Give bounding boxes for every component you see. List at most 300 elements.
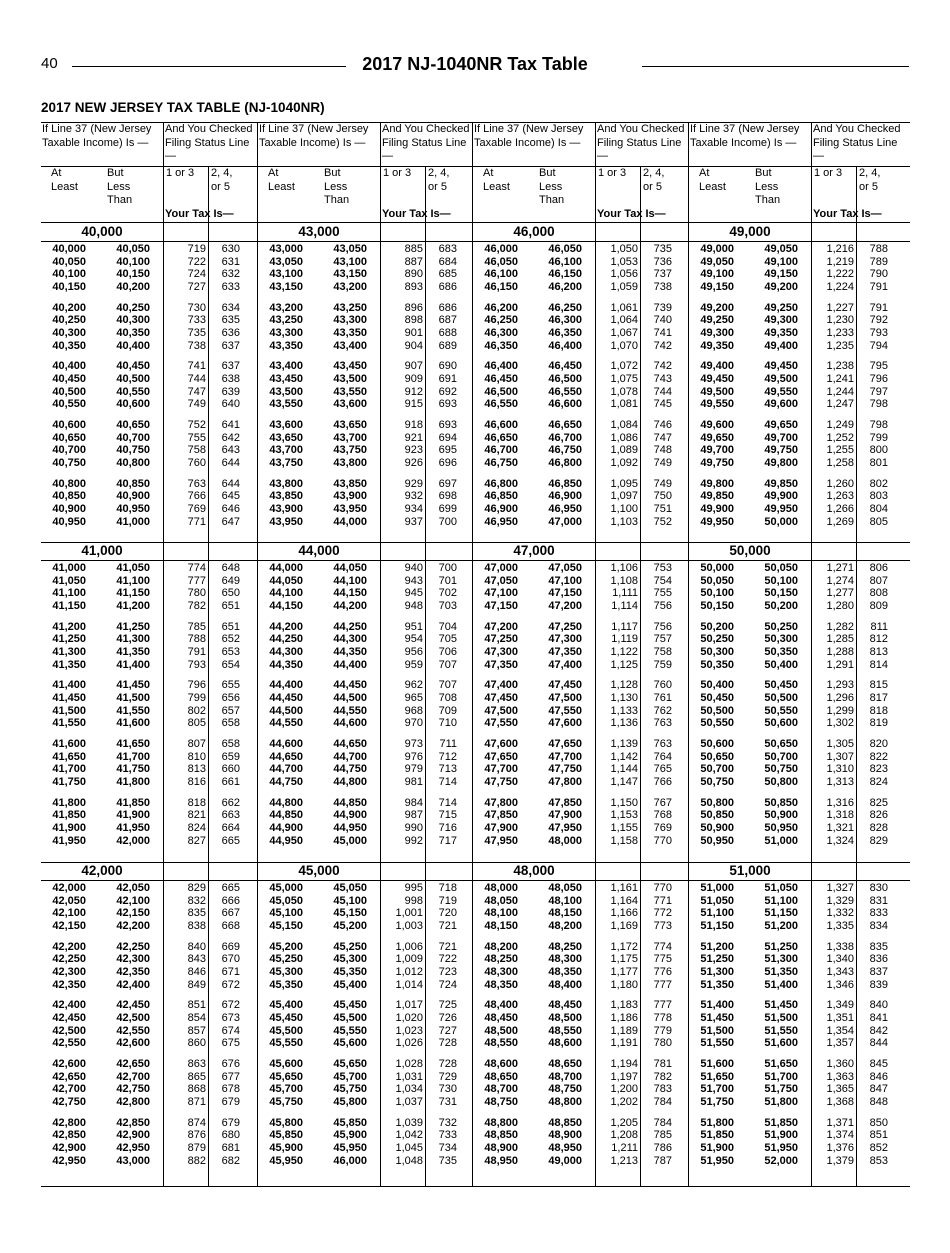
tax-status-1-3: 827: [187, 834, 206, 847]
at-least-value: 48,950: [484, 1154, 518, 1167]
but-less-than-value: 41,750: [116, 763, 150, 776]
but-less-than-value: 48,400: [548, 978, 582, 991]
tax-status-1-3: 1,343: [826, 966, 854, 978]
at-least-value: 47,450: [484, 691, 518, 704]
header-rule: [473, 222, 689, 223]
at-least-value: 42,350: [52, 978, 86, 991]
table-row: [473, 398, 689, 410]
tax-status-1-3: 1,042: [395, 1129, 423, 1142]
table-row: [41, 340, 257, 352]
group-label: 50,000: [729, 543, 771, 558]
at-least-value: 45,000: [269, 882, 303, 894]
at-least-value: 47,250: [484, 633, 518, 646]
but-less-than-value: 47,750: [548, 763, 582, 776]
but-less-than-heading: But Less Than: [107, 167, 133, 206]
at-least-value: 40,900: [52, 502, 86, 515]
but-less-than-value: 43,650: [333, 418, 367, 431]
tax-status-2-4-5: 740: [653, 314, 672, 327]
tax-status-2-4-5: 727: [438, 1024, 457, 1037]
tax-status-1-3: 1,059: [610, 281, 638, 293]
but-less-than-value: 49,600: [764, 398, 798, 411]
but-less-than-value: 49,700: [764, 431, 798, 444]
but-less-than-value: 46,350: [548, 327, 582, 339]
but-less-than-value: 50,750: [764, 763, 798, 776]
but-less-than-value: 51,050: [764, 882, 798, 894]
but-less-than-value: 51,250: [764, 940, 798, 953]
tax-status-1-3: 780: [187, 587, 206, 600]
table-row: [41, 621, 257, 633]
tax-status-2-4-5: 756: [653, 600, 672, 612]
tax-status-2-4-5: 646: [221, 502, 240, 515]
tax-status-2-4-5: 668: [221, 920, 240, 932]
tax-status-2-4-5: 769: [653, 821, 672, 834]
at-least-value: 45,800: [269, 1116, 303, 1129]
group-label: 48,000: [513, 863, 555, 878]
tax-status-2-4-5: 699: [438, 502, 457, 515]
tax-status-2-4-5: 687: [438, 314, 457, 327]
tax-status-1-3: 1,172: [610, 940, 638, 953]
tax-status-2-4-5: 802: [869, 477, 888, 490]
but-less-than-value: 44,100: [333, 574, 367, 587]
but-less-than-value: 41,250: [116, 620, 150, 633]
tax-status-2-4-5: 718: [438, 882, 457, 894]
at-least-value: 46,400: [484, 360, 518, 373]
group-label: 43,000: [298, 224, 340, 239]
tax-status-1-3: 1,271: [826, 562, 854, 574]
tax-status-1-3: 1,103: [610, 515, 638, 528]
table-row: [473, 679, 689, 691]
tax-status-2-4-5: 743: [653, 372, 672, 385]
at-least-value: 42,750: [52, 1095, 86, 1108]
table-row: [41, 243, 257, 255]
tax-status-1-3: 1,012: [395, 966, 423, 978]
but-less-than-value: 46,700: [548, 431, 582, 444]
status-1-3-heading: 1 or 3: [814, 167, 843, 179]
but-less-than-value: 47,000: [548, 515, 582, 528]
at-least-value: 48,100: [484, 907, 518, 920]
tax-status-1-3: 965: [404, 691, 423, 704]
table-row: [41, 327, 257, 339]
at-least-value: 49,300: [700, 327, 734, 339]
table-row: [473, 1037, 689, 1049]
but-less-than-value: 41,000: [116, 515, 150, 528]
at-least-value: 43,200: [269, 301, 303, 314]
tax-status-2-4-5: 679: [221, 1116, 240, 1129]
tax-status-2-4-5: 677: [221, 1070, 240, 1083]
at-least-value: 41,050: [52, 574, 86, 587]
at-least-value: 47,750: [484, 775, 518, 788]
table-row: [41, 398, 257, 410]
table-bottom-rule: [689, 1186, 910, 1187]
tax-status-2-4-5: 696: [438, 456, 457, 469]
but-less-than-value: 43,800: [333, 456, 367, 469]
table-row: [689, 809, 910, 821]
table-row: [41, 776, 257, 788]
table-row: [473, 907, 689, 919]
at-least-value: 45,300: [269, 966, 303, 978]
table-row: [689, 1037, 910, 1049]
but-less-than-value: 46,250: [548, 301, 582, 314]
but-less-than-value: 45,550: [333, 1024, 367, 1037]
tax-status-1-3: 1,180: [610, 978, 638, 991]
tax-status-1-3: 1,106: [610, 562, 638, 574]
tax-status-2-4-5: 791: [869, 281, 888, 293]
tax-status-1-3: 1,158: [610, 834, 638, 847]
table-row: [473, 1058, 689, 1070]
at-least-heading: At Least: [483, 167, 510, 193]
table-row: [473, 373, 689, 385]
tax-status-1-3: 741: [187, 360, 206, 373]
table-row: [473, 256, 689, 268]
at-least-value: 46,700: [484, 444, 518, 457]
table-column: [688, 122, 910, 1187]
table-row: [473, 587, 689, 599]
but-less-than-value: 49,150: [764, 268, 798, 281]
table-row: [473, 1142, 689, 1154]
group-rule: [258, 560, 473, 561]
group-rule: [689, 880, 910, 881]
table-row: [41, 256, 257, 268]
tax-status-2-4-5: 725: [438, 999, 457, 1012]
but-less-than-value: 49,000: [548, 1154, 582, 1167]
tax-status-2-4-5: 742: [653, 360, 672, 373]
group-rule: [41, 560, 257, 561]
but-less-than-value: 48,700: [548, 1070, 582, 1083]
but-less-than-value: 43,100: [333, 255, 367, 268]
table-row: [473, 432, 689, 444]
table-column: [472, 122, 689, 1187]
tax-status-2-4-5: 730: [438, 1083, 457, 1096]
but-less-than-value: 46,850: [548, 477, 582, 490]
at-least-value: 50,900: [700, 821, 734, 834]
but-less-than-value: 48,350: [548, 966, 582, 978]
tax-status-1-3: 1,056: [610, 268, 638, 281]
at-least-value: 46,750: [484, 456, 518, 469]
at-least-value: 47,050: [484, 574, 518, 587]
at-least-value: 51,950: [700, 1154, 734, 1167]
but-less-than-value: 50,300: [764, 633, 798, 646]
at-least-value: 51,850: [700, 1129, 734, 1142]
tax-status-2-4-5: 633: [221, 281, 240, 293]
tax-status-2-4-5: 723: [438, 966, 457, 978]
but-less-than-value: 44,750: [333, 763, 367, 776]
tax-status-1-3: 1,371: [826, 1116, 854, 1129]
tax-status-2-4-5: 793: [869, 327, 888, 339]
tax-status-1-3: 1,001: [395, 907, 423, 920]
tax-status-2-4-5: 774: [653, 940, 672, 953]
but-less-than-value: 41,700: [116, 750, 150, 763]
tax-status-1-3: 722: [187, 255, 206, 268]
table-row: [258, 692, 473, 704]
table-row: [473, 516, 689, 528]
tax-status-1-3: 1,100: [610, 502, 638, 515]
tax-status-2-4-5: 647: [221, 515, 240, 528]
tax-status-1-3: 1,360: [826, 1057, 854, 1070]
tax-status-1-3: 758: [187, 444, 206, 457]
at-least-value: 51,200: [700, 940, 734, 953]
table-row: [41, 1012, 257, 1024]
table-row: [41, 432, 257, 444]
table-row: [689, 1129, 910, 1141]
at-least-value: 40,800: [52, 477, 86, 490]
but-less-than-value: 43,350: [333, 327, 367, 339]
but-less-than-value: 45,150: [333, 907, 367, 920]
but-less-than-value: 48,450: [548, 999, 582, 1012]
at-least-value: 40,350: [52, 339, 86, 352]
table-row: [258, 1142, 473, 1154]
table-row: [473, 882, 689, 894]
at-least-value: 41,000: [52, 562, 86, 574]
at-least-value: 43,950: [269, 515, 303, 528]
tax-status-2-4-5: 721: [438, 920, 457, 932]
table-row: [689, 398, 910, 410]
at-least-value: 45,750: [269, 1095, 303, 1108]
table-row: [41, 444, 257, 456]
but-less-than-value: 42,000: [116, 834, 150, 847]
tax-status-1-3: 1,288: [826, 646, 854, 658]
tax-status-2-4-5: 719: [438, 894, 457, 907]
at-least-value: 45,600: [269, 1057, 303, 1070]
at-least-value: 46,950: [484, 515, 518, 528]
table-row: [41, 360, 257, 372]
at-least-value: 46,250: [484, 314, 518, 327]
but-less-than-value: 51,400: [764, 978, 798, 991]
tax-status-1-3: 727: [187, 281, 206, 293]
but-less-than-value: 49,850: [764, 477, 798, 490]
at-least-value: 50,200: [700, 620, 734, 633]
tax-status-1-3: 929: [404, 477, 423, 490]
but-less-than-value: 46,050: [548, 243, 582, 255]
tax-status-2-4-5: 761: [653, 691, 672, 704]
at-least-value: 46,500: [484, 385, 518, 398]
at-least-value: 49,200: [700, 301, 734, 314]
tax-status-1-3: 948: [404, 600, 423, 612]
status-1-3-heading: 1 or 3: [383, 167, 412, 179]
but-less-than-value: 42,600: [116, 1037, 150, 1050]
but-less-than-value: 43,850: [333, 477, 367, 490]
tax-status-1-3: 1,017: [395, 999, 423, 1012]
at-least-value: 51,700: [700, 1083, 734, 1096]
but-less-than-value: 43,750: [333, 444, 367, 457]
tax-status-1-3: 719: [187, 243, 206, 255]
table-row: [473, 692, 689, 704]
but-less-than-value: 43,500: [333, 372, 367, 385]
at-least-value: 50,650: [700, 750, 734, 763]
tax-status-2-4-5: 824: [869, 775, 888, 788]
table-row: [689, 907, 910, 919]
tax-status-1-3: 1,318: [826, 809, 854, 822]
tax-status-1-3: 1,305: [826, 737, 854, 750]
at-least-value: 51,250: [700, 953, 734, 966]
but-less-than-value: 41,400: [116, 658, 150, 671]
tax-status-1-3: 824: [187, 821, 206, 834]
but-less-than-value: 45,750: [333, 1083, 367, 1096]
tax-status-1-3: 1,081: [610, 398, 638, 411]
but-less-than-value: 47,200: [548, 600, 582, 612]
but-less-than-value: 44,700: [333, 750, 367, 763]
tax-status-2-4-5: 674: [221, 1024, 240, 1037]
at-least-value: 43,100: [269, 268, 303, 281]
but-less-than-value: 43,050: [333, 243, 367, 255]
group-label: 46,000: [513, 224, 555, 239]
table-row: [258, 646, 473, 658]
at-least-value: 46,850: [484, 490, 518, 503]
but-less-than-value: 45,250: [333, 940, 367, 953]
at-least-value: 40,700: [52, 444, 86, 457]
at-least-value: 43,750: [269, 456, 303, 469]
table-row: [258, 1129, 473, 1141]
tax-status-2-4-5: 686: [438, 281, 457, 293]
tax-status-2-4-5: 714: [438, 796, 457, 809]
tax-status-1-3: 1,291: [826, 658, 854, 671]
table-row: [258, 457, 473, 469]
your-tax-heading: Your Tax Is—: [165, 208, 234, 220]
at-least-value: 46,150: [484, 281, 518, 293]
but-less-than-value: 50,100: [764, 574, 798, 587]
but-less-than-value: 47,900: [548, 809, 582, 822]
table-row: [41, 268, 257, 280]
but-less-than-value: 40,050: [116, 243, 150, 255]
tax-status-2-4-5: 788: [869, 243, 888, 255]
tax-status-2-4-5: 634: [221, 301, 240, 314]
tax-status-2-4-5: 645: [221, 490, 240, 503]
but-less-than-value: 44,250: [333, 620, 367, 633]
tax-status-2-4-5: 662: [221, 796, 240, 809]
tax-status-1-3: 1,255: [826, 444, 854, 457]
tax-status-2-4-5: 792: [869, 314, 888, 327]
tax-status-2-4-5: 691: [438, 372, 457, 385]
table-row: [258, 763, 473, 775]
tax-status-2-4-5: 736: [653, 255, 672, 268]
table-row: [689, 797, 910, 809]
tax-status-1-3: 932: [404, 490, 423, 503]
at-least-value: 50,950: [700, 834, 734, 847]
at-least-value: 49,000: [700, 243, 734, 255]
table-row: [473, 633, 689, 645]
at-least-value: 42,150: [52, 920, 86, 932]
but-less-than-value: 40,350: [116, 327, 150, 339]
tax-status-1-3: 995: [404, 882, 423, 894]
tax-status-1-3: 735: [187, 327, 206, 339]
tax-status-2-4-5: 764: [653, 750, 672, 763]
at-least-value: 49,450: [700, 372, 734, 385]
but-less-than-value: 44,150: [333, 587, 367, 600]
table-row: [689, 314, 910, 326]
but-less-than-value: 50,050: [764, 562, 798, 574]
tax-status-2-4-5: 807: [869, 574, 888, 587]
but-less-than-value: 41,800: [116, 775, 150, 788]
tax-status-2-4-5: 655: [221, 679, 240, 692]
income-heading: If Line 37 (New Jersey Taxable Income) Is —: [474, 123, 584, 149]
tax-status-2-4-5: 814: [869, 658, 888, 671]
tax-status-2-4-5: 823: [869, 763, 888, 776]
but-less-than-value: 44,800: [333, 775, 367, 788]
table-row: [473, 659, 689, 671]
tax-status-2-4-5: 707: [438, 679, 457, 692]
but-less-than-value: 45,950: [333, 1141, 367, 1154]
table-row: [689, 1083, 910, 1095]
at-least-value: 51,350: [700, 978, 734, 991]
tax-status-1-3: 970: [404, 717, 423, 730]
tax-status-2-4-5: 680: [221, 1129, 240, 1142]
group-label: 44,000: [298, 543, 340, 558]
table-row: [258, 268, 473, 280]
but-less-than-value: 47,150: [548, 587, 582, 600]
table-row: [689, 281, 910, 293]
at-least-value: 47,650: [484, 750, 518, 763]
tax-status-1-3: 1,139: [610, 737, 638, 750]
table-row: [41, 907, 257, 919]
tax-status-2-4-5: 658: [221, 737, 240, 750]
tax-status-2-4-5: 815: [869, 679, 888, 692]
tax-status-1-3: 887: [404, 255, 423, 268]
but-less-than-value: 43,550: [333, 385, 367, 398]
but-less-than-value: 49,400: [764, 339, 798, 352]
at-least-value: 44,250: [269, 633, 303, 646]
table-row: [41, 600, 257, 612]
tax-status-2-4-5: 771: [653, 894, 672, 907]
tax-status-1-3: 1,285: [826, 633, 854, 646]
tax-status-2-4-5: 787: [653, 1154, 672, 1167]
at-least-value: 47,400: [484, 679, 518, 692]
table-row: [41, 941, 257, 953]
table-row: [689, 302, 910, 314]
at-least-value: 44,100: [269, 587, 303, 600]
at-least-value: 44,050: [269, 574, 303, 587]
at-least-value: 44,400: [269, 679, 303, 692]
but-less-than-value: 42,200: [116, 920, 150, 932]
but-less-than-value: 50,350: [764, 646, 798, 658]
tax-status-2-4-5: 684: [438, 255, 457, 268]
table-row: [258, 360, 473, 372]
at-least-value: 40,500: [52, 385, 86, 398]
table-row: [689, 882, 910, 894]
tax-status-2-4-5: 753: [653, 562, 672, 574]
but-less-than-value: 48,100: [548, 894, 582, 907]
at-least-value: 48,050: [484, 894, 518, 907]
tax-status-2-4-5: 665: [221, 882, 240, 894]
table-row: [689, 692, 910, 704]
at-least-value: 40,600: [52, 418, 86, 431]
at-least-value: 44,550: [269, 717, 303, 730]
but-less-than-value: 49,500: [764, 372, 798, 385]
table-row: [41, 386, 257, 398]
but-less-than-value: 48,600: [548, 1037, 582, 1050]
table-row: [258, 717, 473, 729]
tax-status-1-3: 805: [187, 717, 206, 730]
table-row: [473, 1071, 689, 1083]
tax-status-1-3: 1,357: [826, 1037, 854, 1050]
at-least-value: 51,500: [700, 1024, 734, 1037]
but-less-than-value: 51,150: [764, 907, 798, 920]
table-row: [41, 692, 257, 704]
at-least-value: 49,900: [700, 502, 734, 515]
table-row: [473, 835, 689, 847]
tax-status-1-3: 1,263: [826, 490, 854, 503]
at-least-value: 50,600: [700, 737, 734, 750]
tax-status-1-3: 1,061: [610, 301, 638, 314]
at-least-value: 45,150: [269, 920, 303, 932]
tax-status-2-4-5: 744: [653, 385, 672, 398]
table-row: [689, 1012, 910, 1024]
tax-status-2-4-5: 746: [653, 418, 672, 431]
tax-status-2-4-5: 706: [438, 646, 457, 658]
table-row: [689, 1155, 910, 1167]
group-rule: [473, 241, 689, 242]
table-row: [689, 575, 910, 587]
table-row: [41, 490, 257, 502]
tax-status-1-3: 1,349: [826, 999, 854, 1012]
